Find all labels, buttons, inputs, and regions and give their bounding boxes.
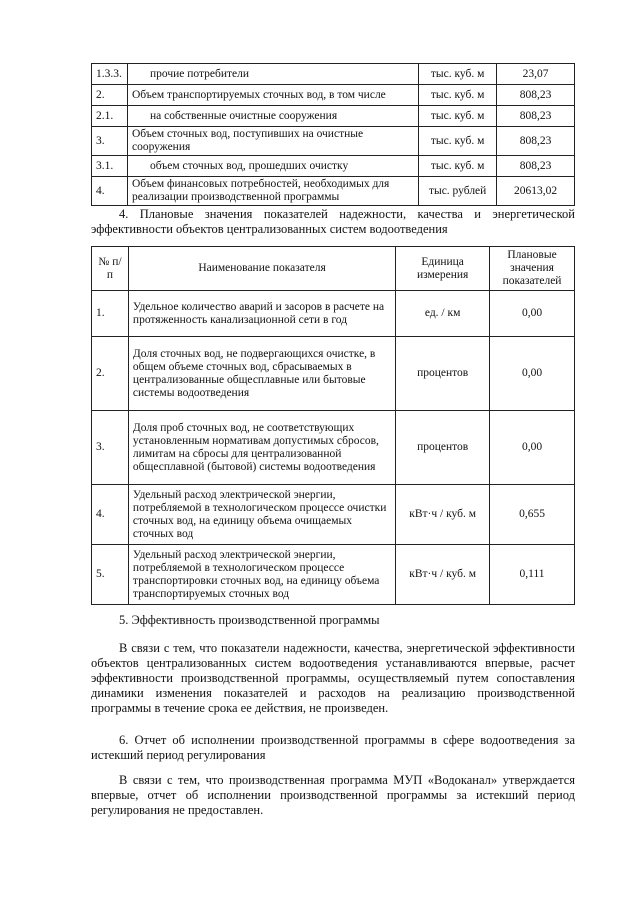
table-row <box>92 291 575 337</box>
row-number: 1.3.3. <box>92 64 128 85</box>
row-name: на собственные очистные сооружения <box>127 106 418 127</box>
table-row <box>92 545 575 605</box>
row-unit: тыс. куб. м <box>419 127 497 156</box>
indicators-table <box>91 246 575 605</box>
row-unit: тыс. куб. м <box>419 156 497 177</box>
row-value: 808,23 <box>497 127 575 156</box>
header-unit: Единица измерения <box>396 247 490 291</box>
row-unit: кВт·ч / куб. м <box>396 485 490 545</box>
header-value: Плановые значения показателей <box>490 247 575 291</box>
section-6-text: В связи с тем, что производственная программа МУП «Водоканал» утверждается впервые, отчет об исполнении производственной программы за истекший период регулирования не предоставлен. <box>91 773 575 817</box>
row-name: Удельный расход электрической энергии, потребляемой в технологическом процессе транспортировки сточных вод, на единицу объема транспортируемых сточных вод <box>128 545 395 605</box>
row-name: Объем финансовых потребностей, необходимых для реализации производственной программы <box>127 177 418 206</box>
row-number: 2. <box>92 85 128 106</box>
table-row <box>92 337 575 411</box>
row-number: 3. <box>92 411 129 485</box>
row-value: 23,07 <box>497 64 575 85</box>
row-value: 0,00 <box>490 411 575 485</box>
section-4-heading: 4. Плановые значения показателей надежности, качества и энергетической эффективности объектов централизованных систем водоотведения <box>91 207 575 236</box>
row-name: Удельный расход электрической энергии, потребляемой в технологическом процессе очистки сточных вод, на единицу объема очищаемых сточных вод <box>128 485 395 545</box>
row-name: объем сточных вод, прошедших очистку <box>127 156 418 177</box>
row-name: Объем сточных вод, поступивших на очистные сооружения <box>127 127 418 156</box>
row-name: Объем транспортируемых сточных вод, в том числе <box>127 85 418 106</box>
table-row <box>92 127 575 156</box>
row-number: 4. <box>92 485 129 545</box>
row-name: прочие потребители <box>127 64 418 85</box>
row-value: 808,23 <box>497 156 575 177</box>
section-5-text: В связи с тем, что показатели надежности, качества, энергетической эффективности объектов централизованных систем водоотведения устанавливаются впервые, расчет эффективности производственной программы, осуществляемый путем сопоставления динамики изменения показателей и расходов на реализацию производственной программы в течение срока ее действия, не произведен. <box>91 641 575 715</box>
row-number: 2. <box>92 337 129 411</box>
row-number: 3. <box>92 127 128 156</box>
row-value: 20613,02 <box>497 177 575 206</box>
row-unit: тыс. рублей <box>419 177 497 206</box>
header-number: № п/п <box>92 247 129 291</box>
row-number: 3.1. <box>92 156 128 177</box>
table-row <box>92 411 575 485</box>
production-volumes-table <box>91 63 575 206</box>
row-value: 808,23 <box>497 85 575 106</box>
table-row <box>92 106 575 127</box>
table-row <box>92 177 575 206</box>
row-value: 0,655 <box>490 485 575 545</box>
row-unit: тыс. куб. м <box>419 64 497 85</box>
row-number: 2.1. <box>92 106 128 127</box>
row-number: 5. <box>92 545 129 605</box>
row-value: 0,111 <box>490 545 575 605</box>
row-number: 4. <box>92 177 128 206</box>
row-name: Удельное количество аварий и засоров в расчете на протяженность канализационной сети в год <box>128 291 395 337</box>
table-row <box>92 156 575 177</box>
row-unit: процентов <box>396 411 490 485</box>
table-row <box>92 64 575 85</box>
row-unit: кВт·ч / куб. м <box>396 545 490 605</box>
row-value: 0,00 <box>490 291 575 337</box>
table-header-row <box>92 247 575 291</box>
table-row <box>92 485 575 545</box>
row-value: 0,00 <box>490 337 575 411</box>
section-6-heading: 6. Отчет об исполнении производственной программы в сфере водоотведения за истекший период регулирования <box>91 733 575 762</box>
row-value: 808,23 <box>497 106 575 127</box>
row-unit: тыс. куб. м <box>419 106 497 127</box>
section-5-heading: 5. Эффективность производственной программы <box>119 613 380 627</box>
row-unit: ед. / км <box>396 291 490 337</box>
row-number: 1. <box>92 291 129 337</box>
table-row <box>92 85 575 106</box>
row-unit: тыс. куб. м <box>419 85 497 106</box>
row-unit: процентов <box>396 337 490 411</box>
header-name: Наименование показателя <box>128 247 395 291</box>
row-name: Доля сточных вод, не подвергающихся очистке, в общем объеме сточных вод, сбрасываемых в централизованные общесплавные или бытовые системы водоотведения <box>128 337 395 411</box>
row-name: Доля проб сточных вод, не соответствующих установленным нормативам допустимых сбросов, лимитам на сбросы для централизованной общесплавной (бытовой) системы водоотведения <box>128 411 395 485</box>
